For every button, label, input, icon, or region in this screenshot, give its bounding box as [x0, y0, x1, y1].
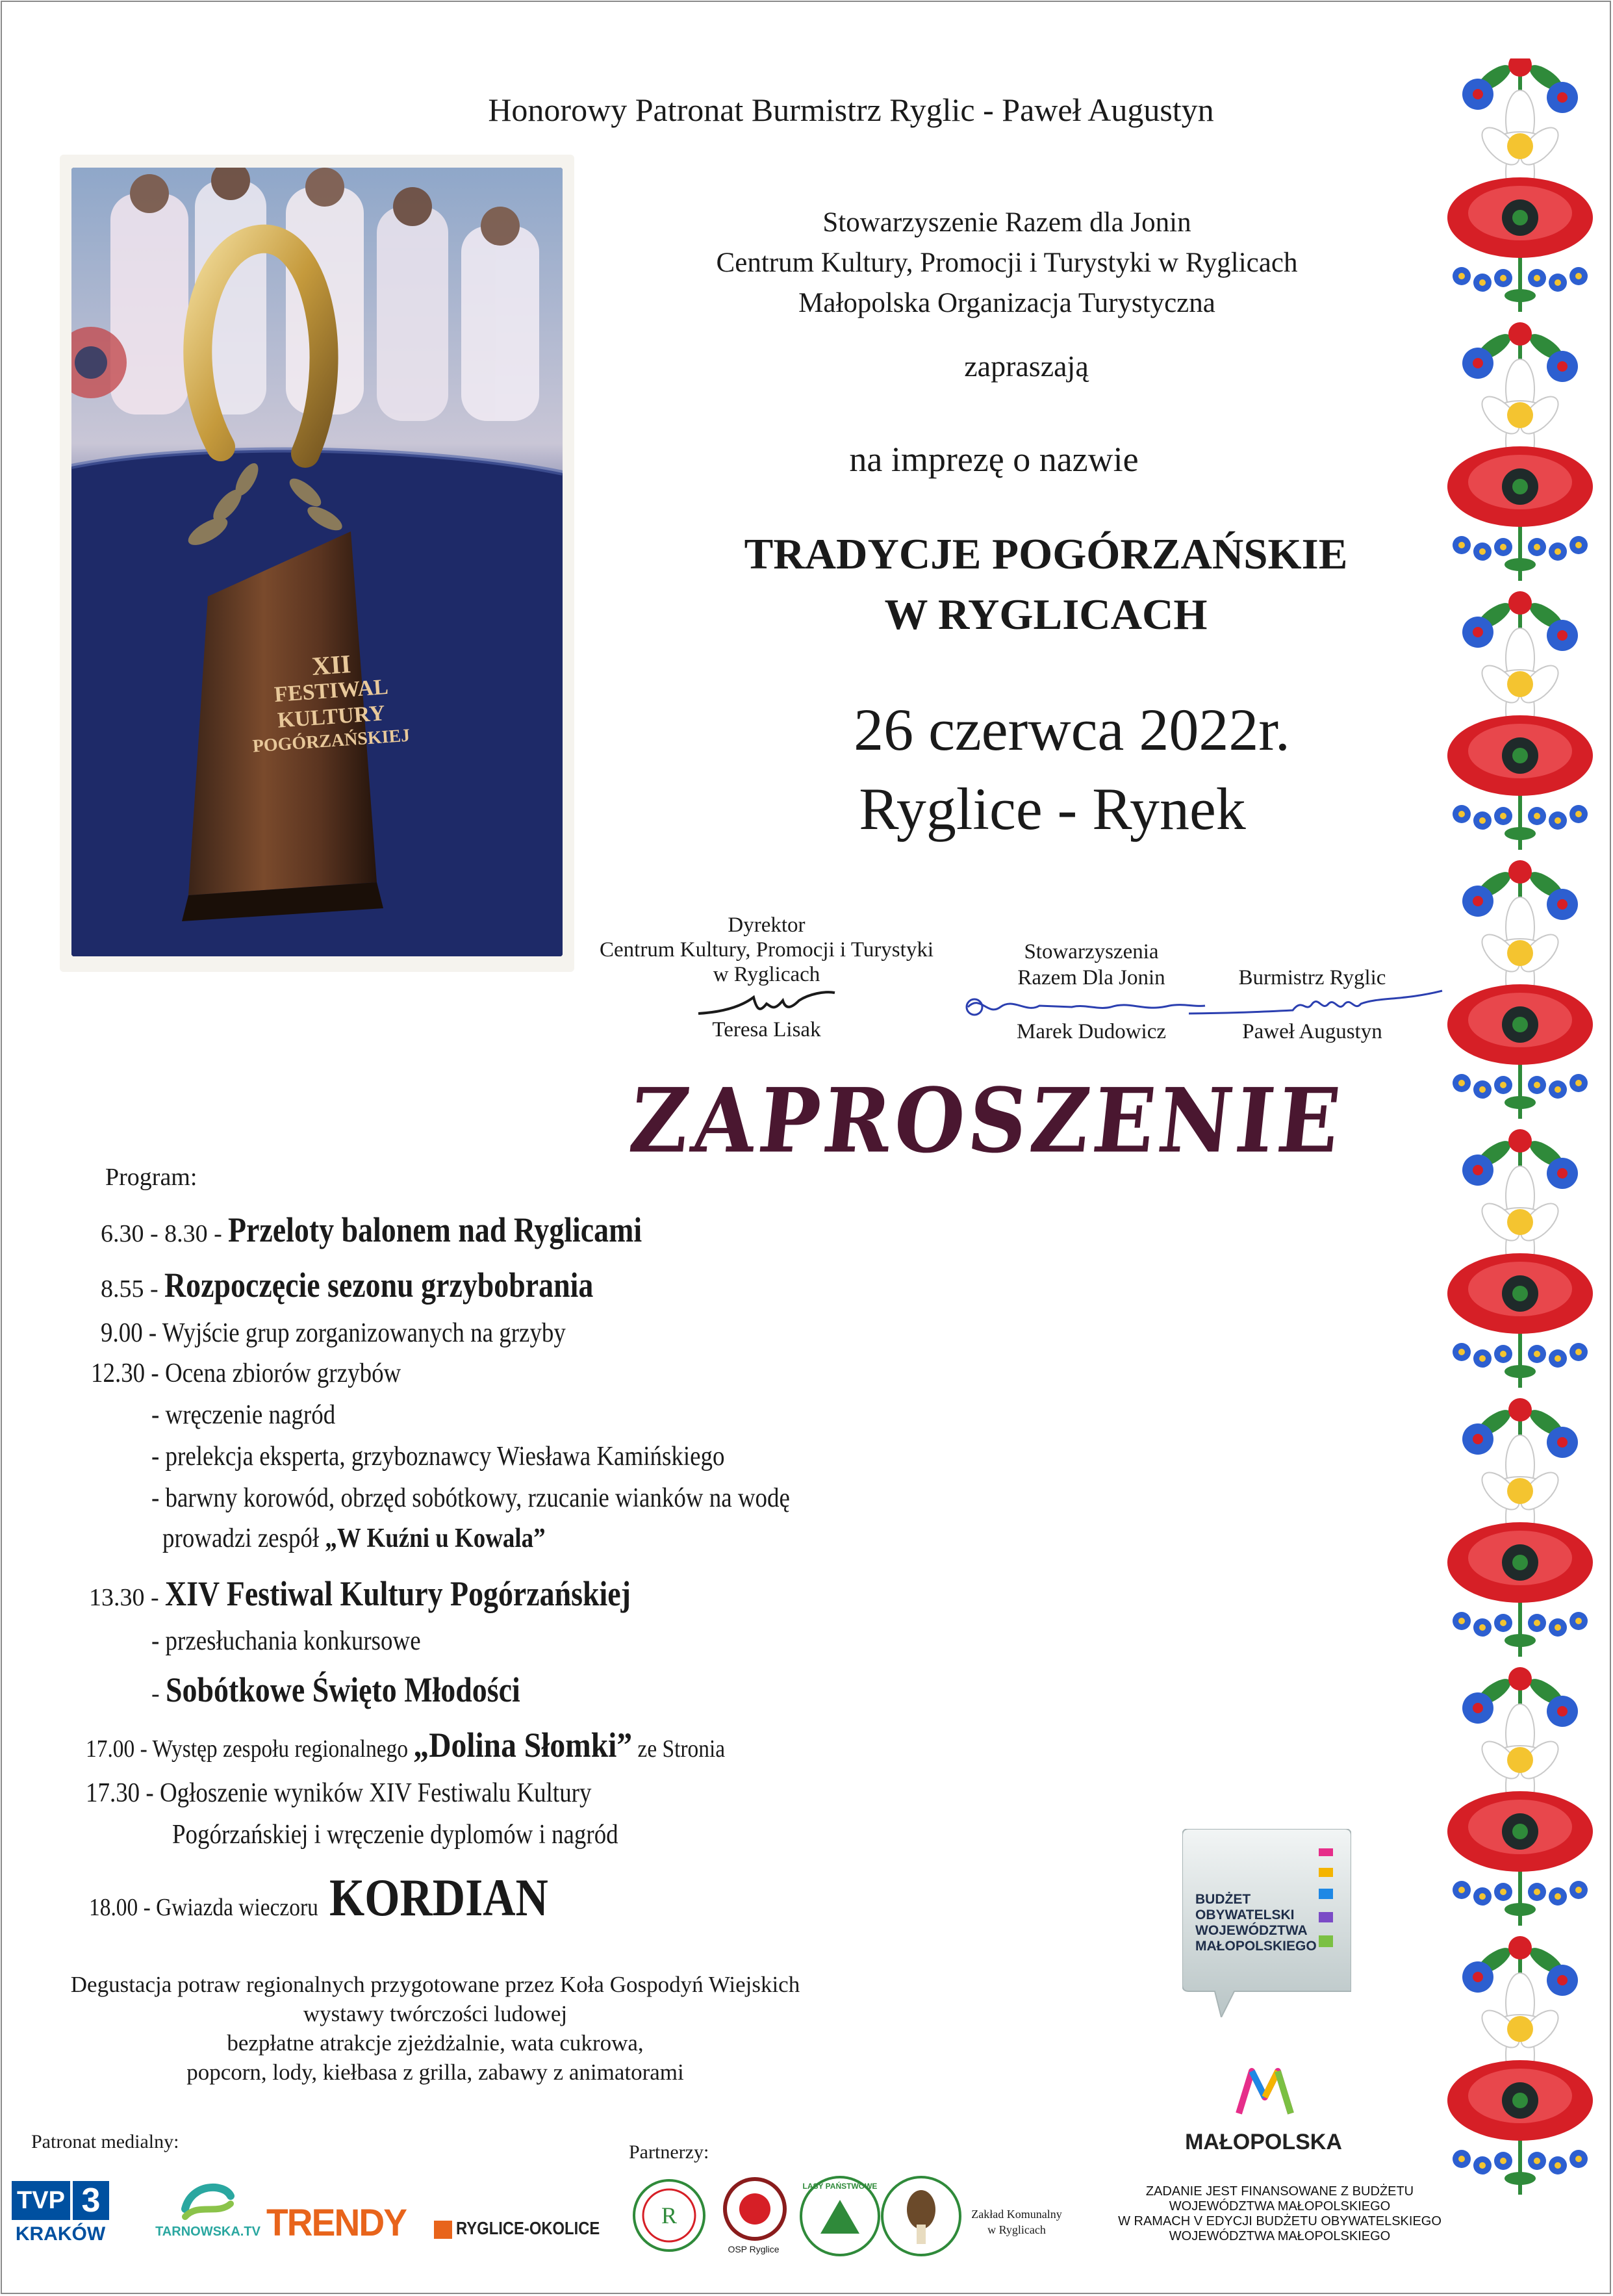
honorary-patronage: Honorowy Patronat Burmistrz Ryglic - Paweł Augustyn [488, 92, 1214, 128]
tarnowska-logo-icon [179, 2176, 237, 2222]
program-item-parade: - barwny korowód, obrzęd sobótkowy, rzucanie wianków na wodę [151, 1483, 790, 1513]
ryglice-okolice-icon [434, 2221, 452, 2239]
tvp-box: TVP [12, 2181, 70, 2220]
trophy-text-2: FESTIWAL [273, 674, 389, 708]
trendy-logo: TRENDY [266, 2202, 407, 2244]
trophy-text-3: KULTURY [277, 701, 386, 733]
program-text: ze Stronia [637, 1735, 726, 1763]
program-item-results: 17.30 - Ogłoszenie wyników XIV Festiwalu Kultury [86, 1778, 592, 1808]
folk-flower-border [1442, 58, 1598, 2215]
program-dash: - [151, 1680, 160, 1707]
funding-line: W RAMACH V EDYCJI BUDŻETU OBYWATELSKIEGO [1118, 2214, 1442, 2228]
sig3-name: Paweł Augustyn [1242, 1020, 1382, 1043]
mushroom-partner-logo [879, 2174, 963, 2258]
osp-ryglice-logo [718, 2176, 793, 2241]
tvp-number: 3 [73, 2181, 109, 2220]
program-item-star [89, 1867, 587, 1928]
program-item-lecture: - prelekcja eksperta, grzyboznawcy Wiesława Kamińskiego [151, 1442, 725, 1472]
budzet-line: BUDŻET [1195, 1892, 1251, 1907]
sig1-name: Teresa Lisak [712, 1018, 821, 1041]
program-item-youth [151, 1670, 583, 1710]
program-highlight: Sobótkowe Święto Młodości [166, 1670, 520, 1709]
malopolska-logo-icon [1236, 2065, 1294, 2117]
invite-text: zapraszają [964, 350, 1089, 383]
lasy-label: LASY PAŃSTWOWE [802, 2182, 878, 2191]
invitation-heading: ZAPROSZENIE [624, 1069, 1349, 1173]
program-time: 6.30 - 8.30 - [101, 1220, 222, 1247]
sig1-place: w Ryglicach [713, 963, 820, 986]
event-title-line2: W RYGLICACH [884, 591, 1208, 639]
program-time: 8.55 - [101, 1275, 159, 1303]
svg-text:R: R [661, 2202, 678, 2228]
program-highlight: Rozpoczęcie sezonu grzybobrania [164, 1266, 594, 1305]
organizer-3: Małopolska Organizacja Turystyczna [798, 288, 1215, 318]
funding-line: WOJEWÓDZTWA MAŁOPOLSKIEGO [1169, 2229, 1391, 2243]
malopolska-logo-text: MAŁOPOLSKA [1185, 2130, 1342, 2154]
program-item-results-cont: Pogórzańskiej i wręczenie dyplomów i nagród [172, 1820, 618, 1850]
sig1-org: Centrum Kultury, Promocji i Turystyki [600, 938, 934, 962]
media-label: Patronat medialny: [31, 2131, 179, 2152]
program-label: Program: [105, 1164, 197, 1191]
program-item-groups: 9.00 - Wyjście grup zorganizowanych na grzyby [101, 1318, 566, 1348]
extra-line-3: bezpłatne atrakcje zjeżdżalnie, wata cukrowa, [227, 2030, 644, 2056]
budzet-line: MAŁOPOLSKIEGO [1195, 1939, 1317, 1954]
program-item-awards: - wręczenie nagród [151, 1400, 336, 1430]
event-date: 26 czerwca 2022r. [854, 696, 1290, 763]
program-time: 13.30 - [89, 1584, 159, 1611]
sig3-title: Burmistrz Ryglic [1238, 966, 1386, 989]
program-item-auditions: - przesłuchania konkursowe [151, 1626, 421, 1656]
partners-label: Partnerzy: [629, 2141, 709, 2163]
sig1-title: Dyrektor [728, 913, 806, 937]
program-highlight: XIV Festiwal Kultury Pogórzańskiej [165, 1574, 631, 1613]
program-highlight: Przeloty balonem nad Ryglicami [228, 1210, 642, 1249]
tvp-city: KRAKÓW [15, 2223, 106, 2245]
ensemble-name: „W Kuźni u Kowala” [325, 1524, 546, 1553]
trophy-photo [71, 168, 563, 956]
trophy-text-1: XII [311, 648, 352, 682]
program-item-festival [89, 1574, 713, 1614]
funding-line: WOJEWÓDZTWA MAŁOPOLSKIEGO [1169, 2199, 1391, 2213]
ryglice-okolice-logo: RYGLICE-OKOLICE [456, 2218, 600, 2238]
funding-line: ZADANIE JEST FINANSOWANE Z BUDŻETU [1145, 2184, 1414, 2199]
sig2-title: Stowarzyszenia [1024, 940, 1159, 963]
program-highlight: „Dolina Słomki” [413, 1726, 633, 1765]
osp-label: OSP Ryglice [728, 2244, 780, 2254]
event-place: Ryglice - Rynek [859, 776, 1246, 842]
sig1-signature [695, 988, 838, 1020]
tvp3-logo [12, 2181, 109, 2220]
sig2-name: Marek Dudowicz [1016, 1020, 1166, 1043]
extra-line-1: Degustacja potraw regionalnych przygotowane przez Koła Gospodyń Wiejskich [70, 1972, 800, 1997]
budzet-text [1195, 1892, 1317, 1954]
star-name: KORDIAN [329, 1868, 549, 1927]
program-item-evaluation: 12.30 - Ocena zbiorów grzybów [91, 1358, 401, 1388]
program-text: 18.00 - Gwiazda wieczoru [89, 1894, 318, 1921]
budzet-line: WOJEWÓDZTWA [1195, 1923, 1308, 1938]
budzet-line: OBYWATELSKI [1195, 1907, 1295, 1922]
organizer-2: Centrum Kultury, Promocji i Turystyki w Ryglicach [716, 248, 1298, 278]
organizer-1: Stowarzyszenie Razem dla Jonin [822, 207, 1191, 238]
zaklad-komunalny-1: Zakład Komunalny [971, 2208, 1062, 2221]
extra-line-4: popcorn, lody, kiełbasa z grilla, zabawy z animatorami [186, 2060, 684, 2085]
program-item-ensemble [162, 1523, 546, 1554]
trophy-text-4: POGÓRZAŃSKIEJ [251, 725, 411, 757]
program-item-dolina [86, 1725, 725, 1765]
event-title-line1: TRADYCJE POGÓRZAŃSKIE [744, 530, 1348, 578]
tarnowska-logo-text: TARNOWSKA.TV [155, 2225, 260, 2239]
partner-logo-circle-1 [630, 2176, 708, 2254]
trophy-photo-art [71, 168, 563, 956]
program-item-balloons [101, 1210, 715, 1250]
event-intro: na imprezę o nazwie [849, 440, 1139, 479]
program-text: 17.00 - Występ zespołu regionalnego [86, 1735, 409, 1763]
extra-line-2: wystawy twórczości ludowej [303, 2001, 568, 2026]
sig3-signature [1189, 984, 1449, 1023]
program-text: prowadzi zespół [162, 1524, 320, 1553]
program-item-mushroom-season [101, 1265, 669, 1305]
zaklad-komunalny-2: w Ryglicach [987, 2223, 1046, 2236]
sig2-org: Razem Dla Jonin [1017, 966, 1165, 989]
